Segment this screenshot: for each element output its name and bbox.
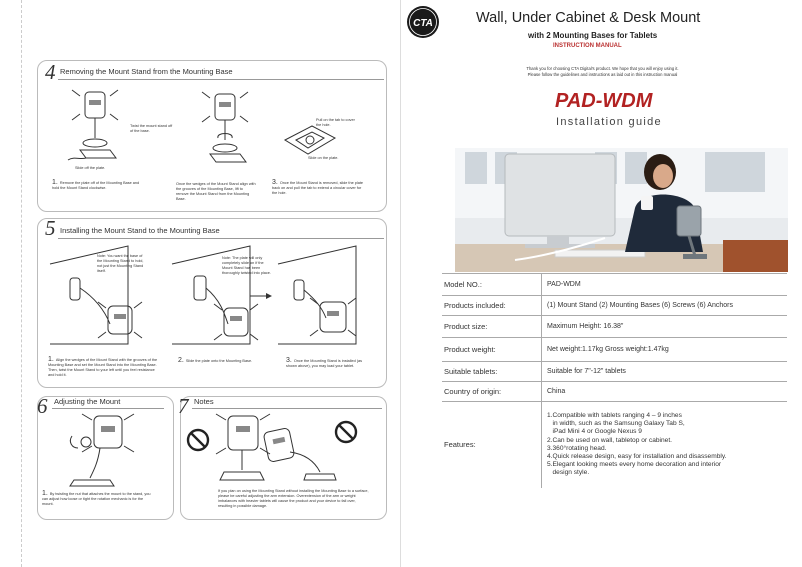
step-number: 1.: [48, 356, 54, 363]
step-text: By twisting the nut that attaches the mount to the stand, you can adjust how loose or tight the rotation mechanic is for the mount.: [42, 492, 151, 506]
section-title: Adjusting the Mount: [54, 397, 121, 406]
arrow-icon: [250, 292, 272, 300]
spec-value: PAD-WDM: [542, 274, 788, 296]
spec-table: [442, 273, 787, 488]
step-number: 1.: [52, 179, 58, 186]
step-4-3: [272, 180, 367, 196]
installation-guide-heading: Installation guide: [556, 116, 662, 128]
section-rule: [192, 408, 382, 409]
features-list: [547, 412, 787, 478]
product-photo: [455, 148, 788, 272]
spec-key: Country of origin:: [442, 382, 542, 402]
cta-logo: [406, 5, 440, 39]
note-plate-slide: Note: The plate will only completely slide on if the Mount Stand has been thoroughly twisted into place.: [222, 256, 271, 275]
spec-key: Model NO.:: [442, 274, 542, 296]
page-fold: [400, 0, 401, 567]
step-text: Align the wedges of the Mount Stand with the grooves of the Mounting Base and set the Mount Stand into the Mounting Base. Then, twist the Mount Stand to your left until you feel resistance and hold it.: [48, 358, 158, 377]
feature-item: 2.Can be used on wall, tabletop or cabinet.: [547, 436, 672, 444]
step-text: Once the wedges of the Mount Stand align with the grooves of the Mounting Base, lift to remove the Mount Stand from the Mounting Base.: [176, 182, 256, 201]
model-heading: PAD-WDM: [555, 90, 653, 112]
spec-value: China: [542, 382, 788, 402]
spec-row: [442, 274, 787, 296]
illustration-step5-3: [276, 244, 381, 354]
spec-row: [442, 338, 787, 362]
manual-label: INSTRUCTION MANUAL: [553, 43, 622, 49]
step-number: 3.: [272, 179, 278, 186]
illustration-notes-2: [262, 424, 337, 484]
step-6-1: [42, 491, 154, 507]
feature-item: design style.: [547, 469, 590, 477]
step-text: Remove the plate off of the Mounting Base and hold the Mount Stand clockwise.: [52, 181, 140, 190]
section-rule: [52, 408, 164, 409]
prohibited-icon: [186, 428, 210, 452]
section-number: 4: [45, 60, 56, 84]
feature-item: in width, such as the Samsung Galaxy Tab S,: [547, 420, 685, 428]
spec-row: [442, 296, 787, 316]
spec-key: Features:: [442, 402, 542, 488]
feature-item: 4.Quick release design, easy for installation and disassembly.: [547, 452, 727, 460]
spec-value: (1) Mount Stand (2) Mounting Bases (6) Screws (6) Anchors: [542, 296, 788, 316]
thank-you-note: [505, 66, 700, 78]
callout-twist: Twist the mount stand off of the base.: [130, 124, 173, 133]
product-subtitle: with 2 Mounting Bases for Tablets: [528, 31, 658, 40]
step-4-1: [52, 180, 147, 191]
section-title: Notes: [194, 397, 214, 406]
step-5-1: [48, 357, 160, 378]
spec-key: Product size:: [442, 316, 542, 338]
spec-row: [442, 316, 787, 338]
section-number: 6: [37, 394, 48, 418]
illustration-step4-1: [60, 88, 130, 168]
step-4-2: [176, 182, 256, 202]
step-text: Once the Mount Stand is removed, slide the plate back on and pull the tab to extend a circular cover for the hole.: [272, 181, 364, 195]
section-rule: [58, 238, 384, 239]
section-number: 5: [45, 216, 56, 240]
callout-slide-off: Slide off the plate.: [75, 166, 106, 170]
section-number: 7: [178, 394, 189, 418]
spec-row: [442, 382, 787, 402]
section-rule: [58, 79, 384, 80]
illustration-adjusting: [64, 412, 154, 487]
feature-item: 1.Compatible with tablets ranging 4 – 9 inches: [547, 411, 682, 419]
prohibited-icon: [334, 420, 358, 444]
spec-value: Maximum Height: 16.38": [542, 316, 788, 338]
spec-key: Product weight:: [442, 338, 542, 362]
notes-text: If you plan on using the Mounting Stand without installing the Mounting Base to a surface, please be careful adjusting the arm extension. Overextension of the arm or weight imbalances with heavier tablets will cause the product and your device to fall over, resulting in possible damage.: [218, 489, 369, 508]
spec-value: Suitable for 7"-12" tablets: [542, 362, 788, 382]
step-text: Once the Mounting Stand is installed (as shown above), you may load your tablet.: [286, 359, 363, 368]
note-base-hold: Note: You want the base of the Mounting Stand to hold, not just the Mounting Stand itself.: [97, 254, 144, 273]
illustration-step4-2: [190, 88, 260, 168]
step-number: 1.: [42, 490, 48, 497]
feature-item: iPad Mini 4 or Google Nexus 9: [547, 428, 642, 436]
callout-pull-tab: Pull on the tab to cover the hole.: [316, 118, 355, 127]
feature-item: 5.Elegant looking meets every home decoration and interior: [547, 461, 722, 469]
logo-text: CTA: [413, 18, 433, 29]
step-number: 2.: [178, 357, 184, 364]
section-title: Installing the Mount Stand to the Mounting Base: [60, 226, 220, 235]
spec-value: Net weight:1.17kg Gross weight:1.47kg: [542, 338, 788, 362]
features-cell: [542, 402, 788, 488]
step-5-2: [178, 358, 278, 364]
step-5-3: [286, 358, 364, 369]
thank-you-line: Thank you for choosing CTA Digital's product. We hope that you will enjoy using it.: [526, 66, 679, 71]
step-text: Slide the plate onto the Mounting Base.: [185, 359, 253, 363]
spec-row: [442, 362, 787, 382]
step-number: 3.: [286, 357, 292, 364]
spec-key: Products included:: [442, 296, 542, 316]
callout-slide-on: Slide on the plate.: [308, 156, 339, 160]
feature-item: 3.360°rotating head.: [547, 444, 607, 452]
cut-line: [21, 0, 22, 567]
section-title: Removing the Mount Stand from the Mounting Base: [60, 67, 233, 76]
spec-key: Suitable tablets:: [442, 362, 542, 382]
thank-you-line: Please follow the guidelines and instructions as laid out in this instruction manual: [527, 72, 678, 77]
product-title: Wall, Under Cabinet & Desk Mount: [476, 10, 701, 26]
spec-row: [442, 402, 787, 488]
